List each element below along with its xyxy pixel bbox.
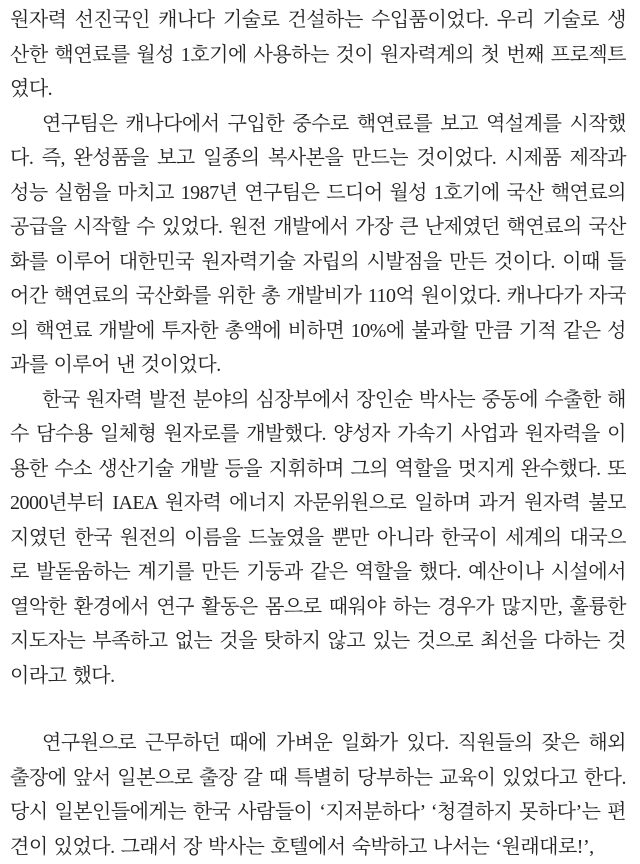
paragraph-4: 연구원으로 근무하던 때에 가벼운 일화가 있다. 직원들의 잦은 해외 출장에 앞서 일본으로 출장 갈 때 특별히 당부하는 교육이 있었다고 한다. 당시 일본인들에게는 한국 사람들이 ‘지저분하다’ ‘청결하지 못하다’는 편견이 있었다. 그래서 장 박사는 호텔에서 숙박하고 나서는 ‘원래대로!’, xyxy=(10,732,626,858)
paragraph-2: 연구팀은 캐나다에서 구입한 중수로 핵연료를 보고 역설계를 시작했다. 즉, 완성품을 보고 일종의 복사본을 만드는 것이었다. 시제품 제작과 성능 실험을 마치고 1987년 연구팀은 드디어 월성 1호기에 국산 핵연료의 공급을 시작할 수 있었다. 원전 개발에서 가장 큰 난제였던 핵연료의 국산화를 이루어 대한민국 원자력기술 자립의 시발점을 만든 것이다. 이때 들어간 핵연료의 국산화를 위한 총 개발비가 110억 원이었다. 캐나다가 자국의 핵연료 개발에 투자한 총액에 비하면 10%에 불과할 만큼 기적 같은 성과를 이루어 낸 것이었다. xyxy=(10,112,626,376)
paragraph-1: 원자력 선진국인 캐나다 기술로 건설하는 수입품이었다. 우리 기술로 생산한 핵연료를 월성 1호기에 사용하는 것이 원자력계의 첫 번째 프로젝트였다. xyxy=(10,9,626,100)
paragraph-3: 한국 원자력 발전 분야의 심장부에서 장인순 박사는 중동에 수출한 해수 담수용 일체형 원자로를 개발했다. 양성자 가속기 사업과 원자력을 이용한 수소 생산기술 개발 등을 지휘하며 그의 역할을 멋지게 완수했다. 또 2000년부터 IAEA 원자력 에너지 자문위원으로 일하며 과거 원자력 불모지였던 한국 원전의 이름을 드높였을 뿐만 아니라 한국이 세계의 대국으로 발돋움하는 계기를 만든 기둥과 같은 역할을 했다. 예산이나 시설에서 열악한 환경에서 연구 활동은 몸으로 때워야 하는 경우가 많지만, 훌륭한 지도자는 부족하고 없는 것을 탓하지 않고 있는 것으로 최선을 다하는 것이라고 했다. xyxy=(10,388,626,687)
